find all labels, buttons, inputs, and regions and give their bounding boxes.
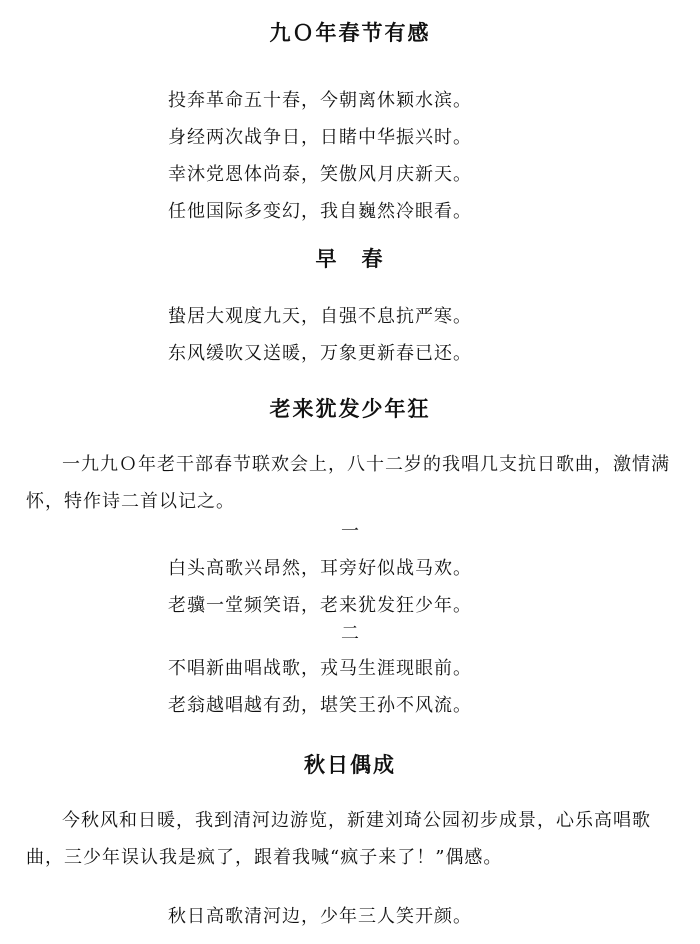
poem-body <box>168 650 638 724</box>
verse-line: 老翁越唱越有劲，堪笑王孙不风流。 <box>168 695 472 716</box>
poem-title: 老来犹发少年狂 <box>269 397 431 421</box>
verse-line: 身经两次战争日，日睹中华振兴时。 <box>168 127 472 148</box>
poem-title: 早 春 <box>315 247 385 271</box>
verse-line: 幸沐党恩体尚泰，笑傲风月庆新天。 <box>168 164 472 185</box>
poem-body <box>168 298 638 372</box>
section-number: 二 <box>341 623 359 644</box>
poem-body <box>168 82 638 230</box>
poem-preface: 今秋风和日暖，我到清河边游览，新建刘琦公园初步成景，心乐高唱歌曲，三少年误认我是疯了，跟着我喊“疯子来了！”偶感。 <box>26 810 651 868</box>
verse-line: 任他国际多变幻，我自巍然冷眼看。 <box>168 201 472 222</box>
verse-line: 投奔革命五十春，今朝离休颖水滨。 <box>168 90 472 111</box>
verse-line: 白头高歌兴昂然，耳旁好似战马欢。 <box>168 558 472 579</box>
verse-line: 老骥一堂频笑语，老来犹发狂少年。 <box>168 595 472 616</box>
poem-title: 秋日偶成 <box>304 753 396 777</box>
poem-title: 九Ｏ年春节有感 <box>269 21 431 45</box>
section-number: 一 <box>341 521 359 542</box>
poem-preface: 一九九Ｏ年老干部春节联欢会上，八十二岁的我唱几支抗日歌曲，激情满怀，特作诗二首以记之。 <box>26 454 670 512</box>
verse-line: 蛰居大观度九天，自强不息抗严寒。 <box>168 306 472 327</box>
poem-body <box>168 898 638 935</box>
verse-line: 秋日高歌清河边，少年三人笑开颜。 <box>168 906 472 927</box>
verse-line: 不唱新曲唱战歌，戎马生涯现眼前。 <box>168 658 472 679</box>
verse-line: 东风缓吹又送暖，万象更新春已还。 <box>168 343 472 364</box>
poem-body <box>168 550 638 624</box>
